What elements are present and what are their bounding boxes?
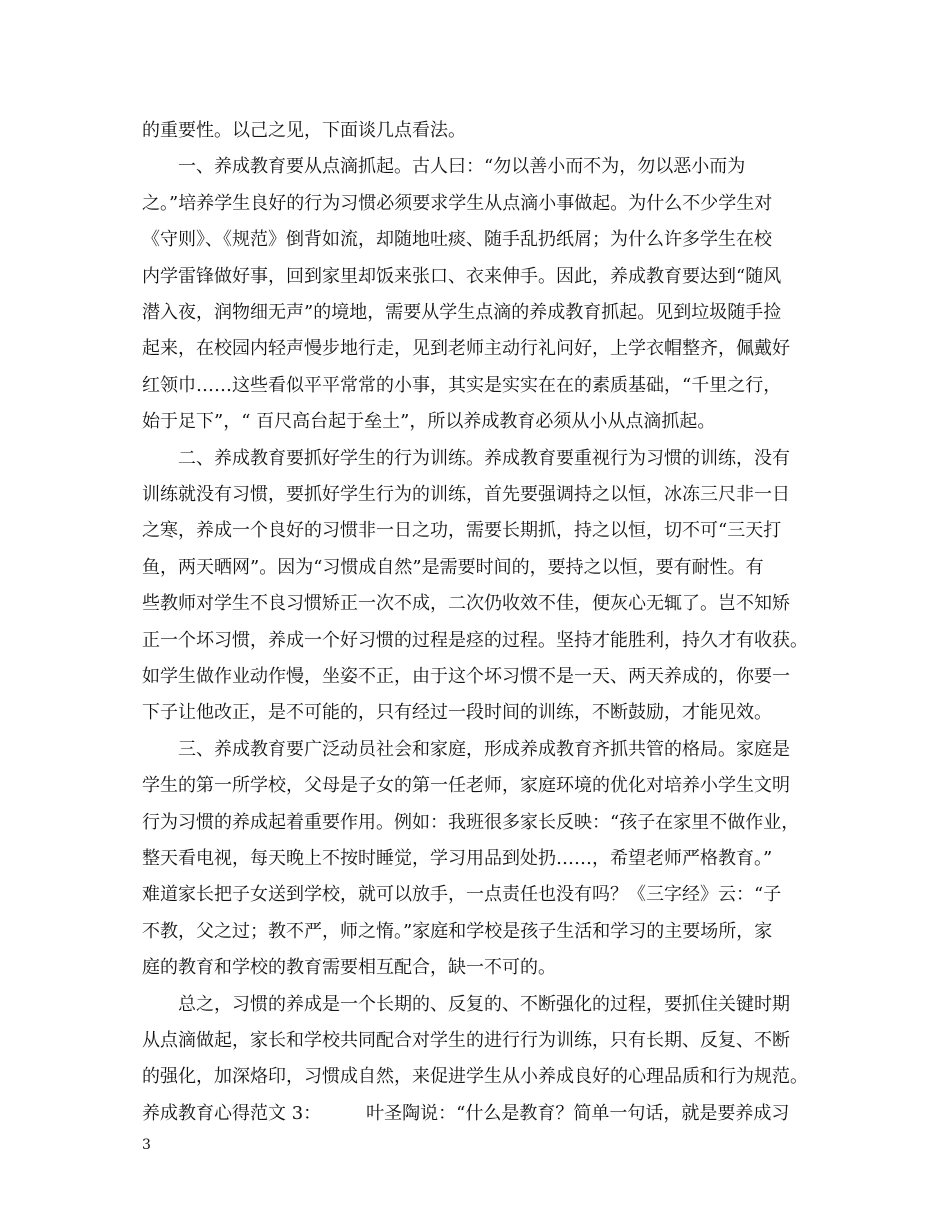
text-line: 二、养成教育要抓好学生的行为训练。养成教育要重视行为习惯的训练，没有 [142, 447, 790, 469]
text-line: 一、养成教育要从点滴抓起。古人曰：“勿以善小而不为，勿以恶小而为 [142, 156, 746, 178]
text-line: 的重要性。以己之见，下面谈几点看法。 [142, 120, 466, 141]
text-line: 三、养成教育要广泛动员社会和家庭，形成养成教育齐抓共管的格局。家庭是 [142, 738, 790, 760]
text-line: 之。”培养学生良好的行为习惯必须要求学生从点滴小事做起。为什么不少学生对 [142, 192, 773, 214]
text-line: 养成教育心得范文 3： 叶圣陶说：“什么是教育？简单一句话，就是要养成习 [142, 1102, 790, 1124]
text-line: 潜入夜，润物细无声”的境地，需要从学生点滴的养成教育抓起。见到垃圾随手捡 [142, 302, 782, 323]
text-line: 训练就没有习惯，要抓好学生行为的训练，首先要强调持之以恒，冰冻三尺非一日 [142, 484, 790, 505]
text-line: 难道家长把子女送到学校，就可以放手，一点责任也没有吗？《三字经》云：“子 [142, 884, 782, 906]
text-line: 不教，父之过；教不严，师之惰。”家庭和学校是孩子生活和学习的主要场所，家 [142, 920, 773, 942]
text-line: 从点滴做起，家长和学校共同配合对学生的进行行为训练，只有长期、反复、不断 [142, 1030, 790, 1051]
text-line: 起来，在校园内轻声慢步地行走，见到老师主动行礼问好，上学衣帽整齐，佩戴好 [142, 338, 790, 360]
text-line: 之寒，养成一个良好的习惯非一日之功，需要长期抓，持之以恒，切不可“三天打 [142, 520, 782, 542]
text-line: 鱼，两天晒网”。因为“习惯成自然”是需要时间的，要持之以恒，要有耐性。有 [142, 556, 764, 578]
text-line: 的强化，加深烙印，习惯成自然，来促进学生从小养成良好的心理品质和行为规范。 [142, 1066, 808, 1088]
text-line: 始于足下”，“ 百尺高台起于垒土”，所以养成教育必须从小从点滴抓起。 [142, 411, 716, 433]
text-line: 行为习惯的养成起着重要作用。例如：我班很多家长反映：“孩子在家里不做作业， [142, 811, 800, 833]
text-line: 整天看电视，每天晚上不按时睡觉，学习用品到处扔……，希望老师严格教育。” [142, 848, 773, 869]
text-line: 学生的第一所学校，父母是子女的第一任老师，家庭环境的优化对培养小学生文明 [142, 775, 790, 797]
text-line: 《守则》、《规范》倒背如流，却随地吐痰、随手乱扔纸屑；为什么许多学生在校 [142, 229, 772, 251]
text-line: 总之，习惯的养成是一个长期的、反复的、不断强化的过程，要抓住关键时期 [142, 993, 790, 1015]
text-line: 内学雷锋做好事，回到家里却饭来张口、衣来伸手。因此，养成教育要达到“随风 [142, 265, 782, 287]
text-line: 庭的教育和学校的教育需要相互配合，缺一不可的。 [142, 957, 556, 979]
text-line: 下子让他改正，是不可能的，只有经过一段时间的训练，不断鼓励，才能见效。 [142, 702, 772, 724]
text-line: 些教师对学生不良习惯矫正一次不成，二次仍收效不佳，便灰心无辄了。岂不知矫 [142, 593, 790, 615]
text-line: 正一个坏习惯，养成一个好习惯的过程是痉的过程。坚持才能胜利，持久才有收获。 [142, 629, 808, 651]
page-number: 3 [142, 1137, 151, 1153]
text-line: 红领巾……这些看似平平常常的小事，其实是实实在在的素质基础，“千里之行， [142, 374, 782, 396]
text-line: 如学生做作业动作慢，坐姿不正，由于这个坏习惯不是一天、两天养成的，你要一 [142, 666, 790, 687]
